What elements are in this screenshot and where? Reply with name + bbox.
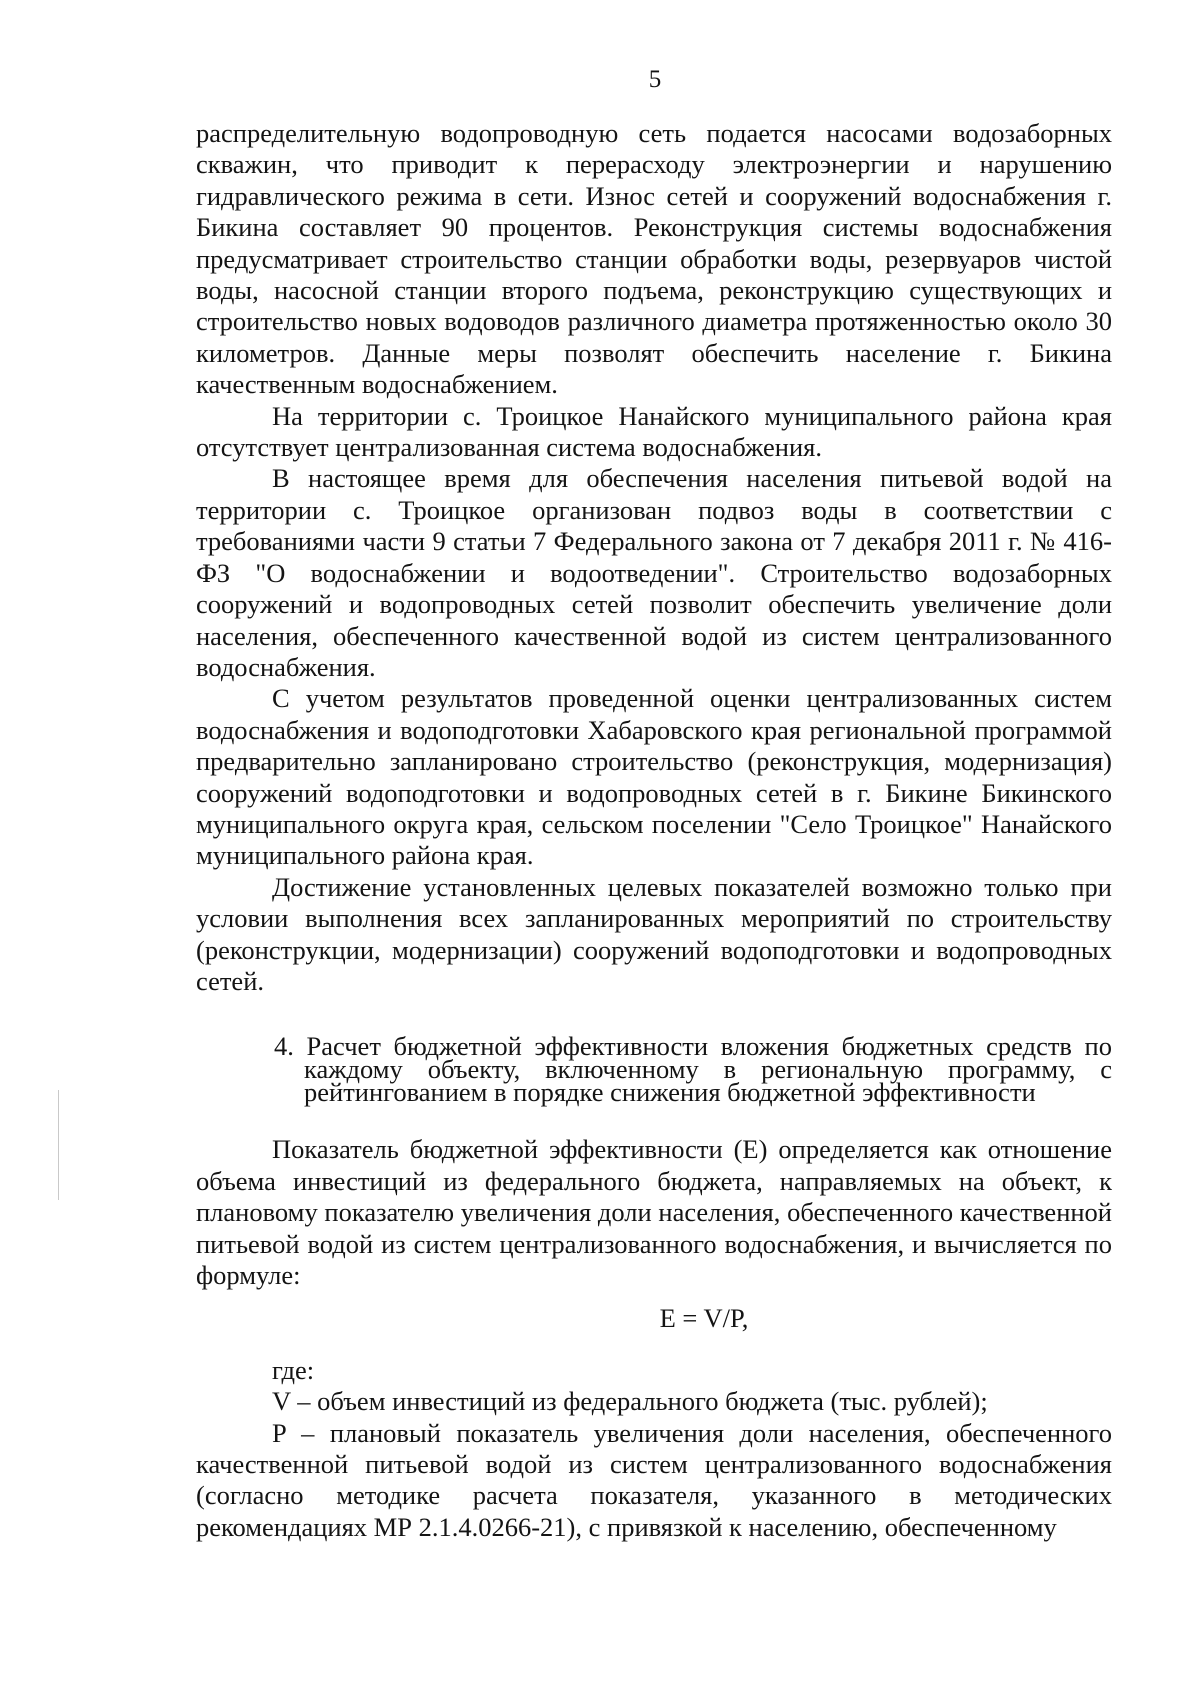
scan-edge-mark (58, 1090, 59, 1200)
paragraph-water-delivery: В настоящее время для обеспечения населения питьевой водой на территории с. Троицкое организован подвоз воды в соответствии с требованиями части 9 статьи 7 Федерального закона от 7 декабря 2011 г. № 416-ФЗ "О водоснабжении и водоотведении". Строительство водозаборных сооружений и водопроводных сетей позволит обеспечить увеличение доли населения, обеспеченного качественной водой из систем централизованного водоснабжения. (196, 463, 1112, 682)
paragraph-water-network: распределительную водопроводную сеть подается насосами водозаборных скважин, что приводит к перерасходу электроэнергии и нарушению гидравлического режима в сети. Износ сетей и сооружений водоснабжения г. Бикина составляет 90 процентов. Реконструкция системы водоснабжения предусматривает строительство станции обработки воды, резервуаров чистой воды, насосной станции второго подъема, реконструкцию существующих и строительство новых водоводов различного диаметра протяженностью около 30 километров. Данные меры позволят обеспечить население г. Бикина качественным водоснабжением. (196, 118, 1112, 400)
paragraph-targets: Достижение установленных целевых показателей возможно только при условии выполнения всех запланированных мероприятий по строительству (реконструкции, модернизации) сооружений водоподготовки и водопроводных сетей. (196, 871, 1112, 996)
paragraph-troitskoe-status: На территории с. Троицкое Нанайского муниципального района края отсутствует централизованная система водоснабжения. (196, 400, 1112, 463)
paragraph-efficiency-intro: Показатель бюджетной эффективности (E) определяется как отношение объема инвестиций из федерального бюджета, направляемых на объект, к плановому показателю увеличения доли населения, обеспеченного качественной питьевой водой из систем централизованного водоснабжения, и вычисляется по формуле: (196, 1134, 1112, 1290)
section-heading: 4. Расчет бюджетной эффективности вложения бюджетных средств по каждому объекту, включенному в региональную программу, с рейтингованием в порядке снижения бюджетной эффективности (274, 1031, 1112, 1108)
definition-p: P – плановый показатель увеличения доли населения, обеспеченного качественной питьевой водой из систем централизованного водоснабжения (согласно методике расчета показателя, указанного в методических рекомендациях МР 2.1.4.0266-21), с привязкой к населению, обеспеченному (196, 1417, 1112, 1542)
page-number: 5 (648, 66, 662, 93)
document-body (196, 118, 1112, 1543)
where-label: где: (272, 1354, 315, 1385)
paragraph-regional-program: С учетом результатов проведенной оценки централизованных систем водоснабжения и водоподготовки Хабаровского края региональной программой предварительно запланировано строительство (реконструкция, модернизация) сооружений водоподготовки и водопроводных сетей в г. Бикине Бикинского муниципального округа края, сельском поселении "Село Троицкое" Нанайского муниципального района края. (196, 683, 1112, 871)
formula: E = V/P, (659, 1303, 749, 1334)
definition-v: V – объем инвестиций из федерального бюджета (тыс. рублей); (272, 1386, 988, 1417)
